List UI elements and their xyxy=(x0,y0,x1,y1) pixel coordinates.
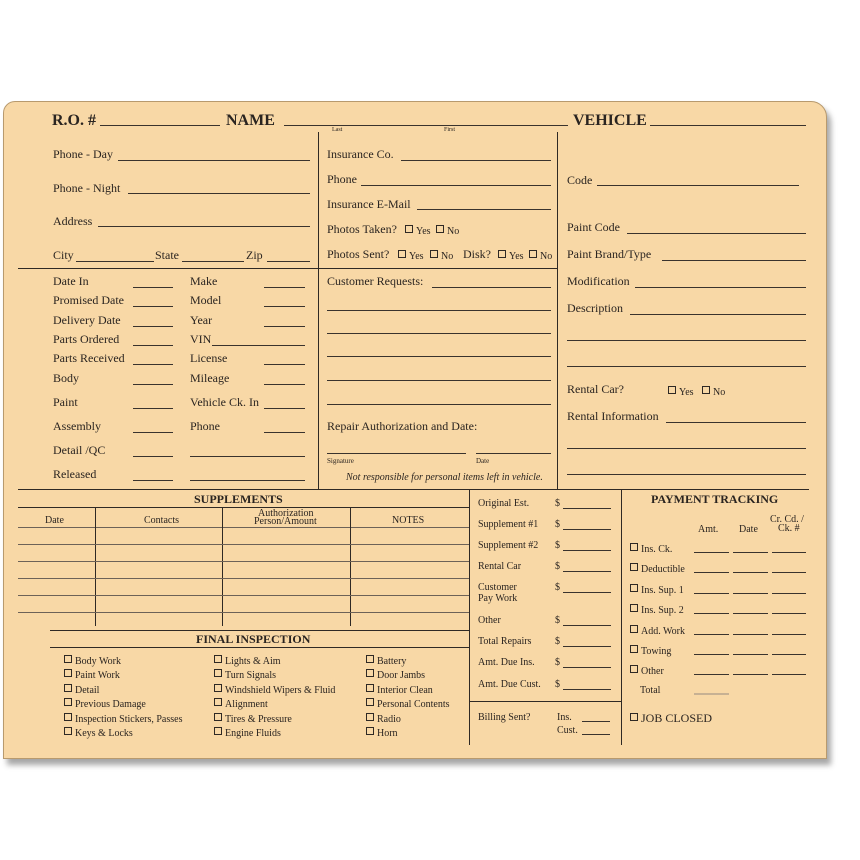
checkbox-icon xyxy=(366,669,374,677)
amount-due-insurance-field[interactable] xyxy=(563,667,611,668)
paint-code-field[interactable] xyxy=(627,233,806,234)
inspection-item-label: Radio xyxy=(377,714,401,725)
amount-field[interactable] xyxy=(694,674,729,675)
released-label: Released xyxy=(53,467,97,481)
mileage-field[interactable] xyxy=(264,384,305,385)
rental-info-field[interactable] xyxy=(666,422,806,423)
checkbox-icon xyxy=(64,713,72,721)
insurance-email-field[interactable] xyxy=(417,209,551,210)
vehicle-check-in-label: Vehicle Ck. In xyxy=(190,395,259,409)
modification-field[interactable] xyxy=(635,287,806,288)
inspection-detail[interactable] xyxy=(64,684,99,696)
insurance-company-label: Insurance Co. xyxy=(327,147,394,161)
checkbox-icon xyxy=(630,625,638,633)
other-amount-label: Other xyxy=(478,615,501,626)
yes-label: Yes xyxy=(679,387,694,398)
payment-row-label: Ins. Sup. 2 xyxy=(641,605,684,616)
customer-pay-label: Customer xyxy=(478,582,517,593)
checkbox-icon xyxy=(366,684,374,692)
date-in-label: Date In xyxy=(53,274,89,288)
divider xyxy=(18,268,557,269)
divider xyxy=(18,527,469,528)
inspection-interior-clean[interactable] xyxy=(366,684,433,696)
amount-field[interactable] xyxy=(694,634,729,635)
inspection-personal-contents[interactable] xyxy=(366,698,450,710)
no-label: No xyxy=(713,387,726,398)
payment-towing[interactable] xyxy=(630,645,671,657)
job-closed-label: JOB CLOSED xyxy=(641,711,713,725)
vin-label: VIN xyxy=(190,332,212,346)
checkbox-icon xyxy=(214,727,222,735)
table-row[interactable] xyxy=(18,578,469,579)
photos-taken-no[interactable] xyxy=(436,225,459,237)
payment-add-work[interactable] xyxy=(630,625,685,637)
year-label: Year xyxy=(190,313,213,327)
total-repairs-label: Total Repairs xyxy=(478,636,532,647)
signature-caption: Signature xyxy=(327,457,354,465)
amount-field[interactable] xyxy=(694,593,729,594)
checkbox-icon xyxy=(630,604,638,612)
date-caption: Date xyxy=(476,457,490,465)
check-number-field[interactable] xyxy=(772,634,806,635)
repair-authorization-label: Repair Authorization and Date: xyxy=(327,419,478,433)
divider xyxy=(95,507,96,626)
disclaimer-text: Not responsible for personal items left in vehicle. xyxy=(346,472,543,483)
pay-work-label: Pay Work xyxy=(478,593,518,604)
checkbox-icon xyxy=(214,713,222,721)
make-label: Make xyxy=(190,274,218,288)
payment-other[interactable] xyxy=(630,665,664,677)
date-field[interactable] xyxy=(733,552,768,553)
customer-requests-line[interactable] xyxy=(327,356,551,357)
inspection-item-label: Horn xyxy=(377,728,398,739)
rental-car-label: Rental Car? xyxy=(567,382,624,396)
date-field[interactable] xyxy=(733,654,768,655)
currency-sign: $ xyxy=(555,679,560,690)
no-label: No xyxy=(441,251,454,262)
checkbox-icon xyxy=(405,225,413,233)
phone-day-field[interactable] xyxy=(118,160,310,161)
released-field[interactable] xyxy=(133,480,173,481)
divider xyxy=(222,507,223,626)
checkbox-icon xyxy=(64,669,72,677)
inspection-tires[interactable] xyxy=(214,713,292,725)
license-field[interactable] xyxy=(264,364,305,365)
address-label: Address xyxy=(53,214,93,228)
name-first-label: First xyxy=(444,127,456,133)
divider xyxy=(18,507,469,508)
paint-label: Paint xyxy=(53,395,78,409)
vehicle-label: VEHICLE xyxy=(573,112,647,129)
col-date-header: Date xyxy=(45,515,64,526)
payment-row-label: Deductible xyxy=(641,564,685,575)
divider xyxy=(18,489,809,490)
divider xyxy=(50,647,469,648)
payment-row-label: Other xyxy=(641,666,664,677)
inspection-horn[interactable] xyxy=(366,727,398,739)
zip-field[interactable] xyxy=(267,261,310,262)
checkbox-icon xyxy=(64,655,72,663)
checkbox-icon xyxy=(529,250,537,258)
name-last-label: Last xyxy=(332,127,343,133)
rental-car-amount-label: Rental Car xyxy=(478,561,522,572)
inspection-item-label: Windshield Wipers & Fluid xyxy=(225,685,336,696)
inspection-item-label: Body Work xyxy=(75,656,121,667)
inspection-item-label: Tires & Pressure xyxy=(225,714,292,725)
customer-requests-line[interactable] xyxy=(327,333,551,334)
currency-sign: $ xyxy=(555,561,560,572)
checkbox-icon xyxy=(630,665,638,673)
payment-row-label: Add. Work xyxy=(641,626,686,637)
parts-received-label: Parts Received xyxy=(53,351,125,365)
extra-field[interactable] xyxy=(190,456,305,457)
date-field[interactable] xyxy=(733,593,768,594)
checkbox-icon xyxy=(64,698,72,706)
checkbox-icon xyxy=(214,698,222,706)
checkbox-icon xyxy=(630,563,638,571)
table-row[interactable] xyxy=(18,595,469,596)
checkbox-icon xyxy=(630,543,638,551)
checkbox-icon xyxy=(630,713,638,721)
name-label: NAME xyxy=(226,112,275,129)
extra-field[interactable] xyxy=(190,480,305,481)
code-field[interactable] xyxy=(597,185,799,186)
make-field[interactable] xyxy=(264,287,305,288)
modification-label: Modification xyxy=(567,274,630,288)
yes-label: Yes xyxy=(409,251,424,262)
table-row[interactable] xyxy=(18,561,469,562)
checkbox-icon xyxy=(436,225,444,233)
amount-field[interactable] xyxy=(694,552,729,553)
vin-field[interactable] xyxy=(212,345,305,346)
payment-row-label: Ins. Sup. 1 xyxy=(641,585,684,596)
yes-label: Yes xyxy=(509,251,524,262)
disk-yes[interactable] xyxy=(498,250,524,262)
col-person-amount-header: Person/Amount xyxy=(254,516,317,527)
inspection-turn-signals[interactable] xyxy=(214,669,276,681)
city-field[interactable] xyxy=(76,261,154,262)
rental-car-yes[interactable] xyxy=(668,386,694,398)
currency-sign: $ xyxy=(555,636,560,647)
paint-brand-field[interactable] xyxy=(662,260,806,261)
detail-qc-field[interactable] xyxy=(133,456,173,457)
table-row[interactable] xyxy=(18,612,469,613)
assembly-label: Assembly xyxy=(53,419,101,433)
zip-label: Zip xyxy=(246,248,263,262)
delivery-date-field[interactable] xyxy=(133,326,173,327)
checkbox-icon xyxy=(498,250,506,258)
inspection-item-label: Detail xyxy=(75,685,100,696)
insurance-company-field[interactable] xyxy=(401,160,551,161)
paint-brand-label: Paint Brand/Type xyxy=(567,247,652,261)
photos-sent-yes[interactable] xyxy=(398,250,424,262)
signature-field[interactable] xyxy=(327,453,466,454)
inspection-item-label: Door Jambs xyxy=(377,670,426,681)
original-estimate-field[interactable] xyxy=(563,508,611,509)
currency-sign: $ xyxy=(555,519,560,530)
checkbox-icon xyxy=(630,584,638,592)
disk-no[interactable] xyxy=(529,250,552,262)
table-row[interactable] xyxy=(18,544,469,545)
customer-requests-line[interactable] xyxy=(327,380,551,381)
disk-label: Disk? xyxy=(463,247,491,261)
rental-car-no[interactable] xyxy=(702,386,725,398)
amount-due-insurance-label: Amt. Due Ins. xyxy=(478,657,535,668)
divider xyxy=(350,507,351,626)
inspection-door-jambs[interactable] xyxy=(366,669,425,681)
inspection-keys-locks[interactable] xyxy=(64,727,133,739)
inspection-paint-work[interactable] xyxy=(64,669,120,681)
city-label: City xyxy=(53,248,74,262)
promised-date-field[interactable] xyxy=(133,306,173,307)
inspection-item-label: Alignment xyxy=(225,699,268,710)
amount-due-customer-field[interactable] xyxy=(563,689,611,690)
vehicle-phone-field[interactable] xyxy=(264,432,305,433)
payment-total-field[interactable] xyxy=(694,693,729,695)
inspection-stickers[interactable] xyxy=(64,713,183,725)
model-field[interactable] xyxy=(264,306,305,307)
checkbox-icon xyxy=(366,655,374,663)
inspection-body-work[interactable] xyxy=(64,655,121,667)
billing-ins-label: Ins. xyxy=(557,712,572,723)
check-number-field[interactable] xyxy=(772,674,806,675)
vehicle-check-in-field[interactable] xyxy=(264,408,305,409)
col-authorization-header: Authorization xyxy=(258,508,314,519)
phone-day-label: Phone - Day xyxy=(53,147,113,161)
supplement-1-label: Supplement #1 xyxy=(478,519,539,530)
photos-taken-label: Photos Taken? xyxy=(327,222,397,236)
checkbox-icon xyxy=(398,250,406,258)
date-field[interactable] xyxy=(733,613,768,614)
rental-info-line[interactable] xyxy=(567,474,806,475)
divider xyxy=(469,701,621,702)
body-field[interactable] xyxy=(133,384,173,385)
paint-code-label: Paint Code xyxy=(567,220,620,234)
assembly-field[interactable] xyxy=(133,432,173,433)
payment-row-label: Towing xyxy=(641,646,672,657)
customer-requests-field[interactable] xyxy=(432,287,551,288)
checkbox-icon xyxy=(64,727,72,735)
date-header: Date xyxy=(739,524,758,535)
model-label: Model xyxy=(190,293,222,307)
job-closed-checkbox[interactable] xyxy=(630,712,712,725)
ro-label: R.O. # xyxy=(52,112,96,129)
checkbox-icon xyxy=(214,655,222,663)
date-field[interactable] xyxy=(733,674,768,675)
inspection-item-label: Interior Clean xyxy=(377,685,433,696)
promised-date-label: Promised Date xyxy=(53,293,124,307)
customer-requests-line[interactable] xyxy=(327,310,551,311)
inspection-lights-aim[interactable] xyxy=(214,655,281,667)
billing-cust-label: Cust. xyxy=(557,725,578,736)
inspection-item-label: Paint Work xyxy=(75,670,120,681)
supplements-title: SUPPLEMENTS xyxy=(194,492,283,506)
inspection-item-label: Keys & Locks xyxy=(75,728,133,739)
rental-info-label: Rental Information xyxy=(567,409,659,423)
checkbox-icon xyxy=(366,727,374,735)
amount-field[interactable] xyxy=(694,572,729,573)
divider xyxy=(318,132,319,489)
description-line[interactable] xyxy=(567,366,806,367)
rental-info-line[interactable] xyxy=(567,448,806,449)
description-label: Description xyxy=(567,301,623,315)
address-field[interactable] xyxy=(98,226,310,227)
mileage-label: Mileage xyxy=(190,371,230,385)
payment-tracking-title: PAYMENT TRACKING xyxy=(651,492,779,506)
amount-header: Amt. xyxy=(698,524,719,535)
paint-field[interactable] xyxy=(133,408,173,409)
phone-night-field[interactable] xyxy=(128,193,310,194)
billing-cust-field[interactable] xyxy=(582,734,610,735)
checkbox-icon xyxy=(366,698,374,706)
inspection-battery[interactable] xyxy=(366,655,406,667)
checkbox-icon xyxy=(430,250,438,258)
checkbox-icon xyxy=(702,386,710,394)
inspection-item-label: Engine Fluids xyxy=(225,728,281,739)
inspection-item-label: Lights & Aim xyxy=(225,656,281,667)
col-contacts-header: Contacts xyxy=(144,515,179,526)
date-field[interactable] xyxy=(733,634,768,635)
vehicle-phone-label: Phone xyxy=(190,419,220,433)
no-label: No xyxy=(447,226,460,237)
customer-requests-line[interactable] xyxy=(327,404,551,405)
phone-night-label: Phone - Night xyxy=(53,181,121,195)
currency-sign: $ xyxy=(555,582,560,593)
vehicle-field[interactable] xyxy=(650,125,806,126)
insurance-email-label: Insurance E-Mail xyxy=(327,197,411,211)
supplement-2-field[interactable] xyxy=(563,550,611,551)
checkbox-icon xyxy=(64,684,72,692)
yes-label: Yes xyxy=(416,226,431,237)
check-number-field[interactable] xyxy=(772,654,806,655)
payment-ins-sup-1[interactable] xyxy=(630,584,684,596)
code-label: Code xyxy=(567,173,593,187)
photos-sent-label: Photos Sent? xyxy=(327,247,390,261)
billing-sent-label: Billing Sent? xyxy=(478,712,531,723)
amount-due-customer-label: Amt. Due Cust. xyxy=(478,679,541,690)
checkbox-icon xyxy=(366,713,374,721)
inspection-radio[interactable] xyxy=(366,713,401,725)
col-notes-header: NOTES xyxy=(392,515,425,526)
delivery-date-label: Delivery Date xyxy=(53,313,121,327)
inspection-alignment[interactable] xyxy=(214,698,268,710)
currency-sign: $ xyxy=(555,540,560,551)
original-estimate-label: Original Est. xyxy=(478,498,530,509)
divider xyxy=(621,489,622,745)
checkbox-icon xyxy=(214,684,222,692)
no-label: No xyxy=(540,251,553,262)
currency-sign: $ xyxy=(555,498,560,509)
parts-ordered-field[interactable] xyxy=(133,345,173,346)
date-in-field[interactable] xyxy=(133,287,173,288)
insurance-phone-label: Phone xyxy=(327,172,357,186)
parts-ordered-label: Parts Ordered xyxy=(53,332,120,346)
check-number-field[interactable] xyxy=(772,593,806,594)
year-field[interactable] xyxy=(264,326,305,327)
state-field[interactable] xyxy=(182,261,244,262)
amount-field[interactable] xyxy=(694,654,729,655)
divider xyxy=(469,489,470,745)
total-repairs-field[interactable] xyxy=(563,646,611,647)
detail-qc-label: Detail /QC xyxy=(53,443,106,457)
inspection-item-label: Personal Contents xyxy=(377,699,450,710)
check-number-header: Ck. # xyxy=(778,523,800,534)
description-field[interactable] xyxy=(630,314,806,315)
divider xyxy=(557,132,558,489)
name-field[interactable] xyxy=(284,125,568,126)
description-line[interactable] xyxy=(567,340,806,341)
billing-ins-field[interactable] xyxy=(582,721,610,722)
supplement-2-label: Supplement #2 xyxy=(478,540,539,551)
checkbox-icon xyxy=(214,669,222,677)
parts-received-field[interactable] xyxy=(133,364,173,365)
inspection-item-label: Inspection Stickers, Passes xyxy=(75,714,183,725)
customer-requests-label: Customer Requests: xyxy=(327,274,424,288)
inspection-item-label: Turn Signals xyxy=(225,670,277,681)
supplement-1-field[interactable] xyxy=(563,529,611,530)
payment-row-label: Ins. Ck. xyxy=(641,544,673,555)
inspection-engine-fluids[interactable] xyxy=(214,727,281,739)
payment-total-label: Total xyxy=(640,685,661,696)
body-label: Body xyxy=(53,371,80,385)
amount-field[interactable] xyxy=(694,613,729,614)
photos-taken-yes[interactable] xyxy=(405,225,431,237)
date-field[interactable] xyxy=(733,572,768,573)
final-inspection-title: FINAL INSPECTION xyxy=(196,632,311,646)
checkbox-icon xyxy=(630,645,638,653)
payment-ins-sup-2[interactable] xyxy=(630,604,684,616)
inspection-item-label: Battery xyxy=(377,656,407,667)
check-number-field[interactable] xyxy=(772,572,806,573)
inspection-previous-damage[interactable] xyxy=(64,698,146,710)
inspection-wipers[interactable] xyxy=(214,684,335,696)
card-check-header: Cr. Cd. / xyxy=(770,514,804,525)
photos-sent-no[interactable] xyxy=(430,250,453,262)
check-number-field[interactable] xyxy=(772,613,806,614)
ro-field[interactable] xyxy=(100,125,220,126)
divider xyxy=(50,630,469,631)
currency-sign: $ xyxy=(555,657,560,668)
insurance-phone-field[interactable] xyxy=(361,185,551,186)
license-label: License xyxy=(190,351,228,365)
check-number-field[interactable] xyxy=(772,552,806,553)
authorization-date-field[interactable] xyxy=(476,453,551,454)
payment-ins-check[interactable] xyxy=(630,543,672,555)
payment-deductible[interactable] xyxy=(630,563,685,575)
inspection-item-label: Previous Damage xyxy=(75,699,146,710)
rental-car-amount-field[interactable] xyxy=(563,571,611,572)
state-label: State xyxy=(155,248,179,262)
other-amount-field[interactable] xyxy=(563,625,611,626)
customer-pay-field[interactable] xyxy=(563,592,611,593)
currency-sign: $ xyxy=(555,615,560,626)
checkbox-icon xyxy=(668,386,676,394)
